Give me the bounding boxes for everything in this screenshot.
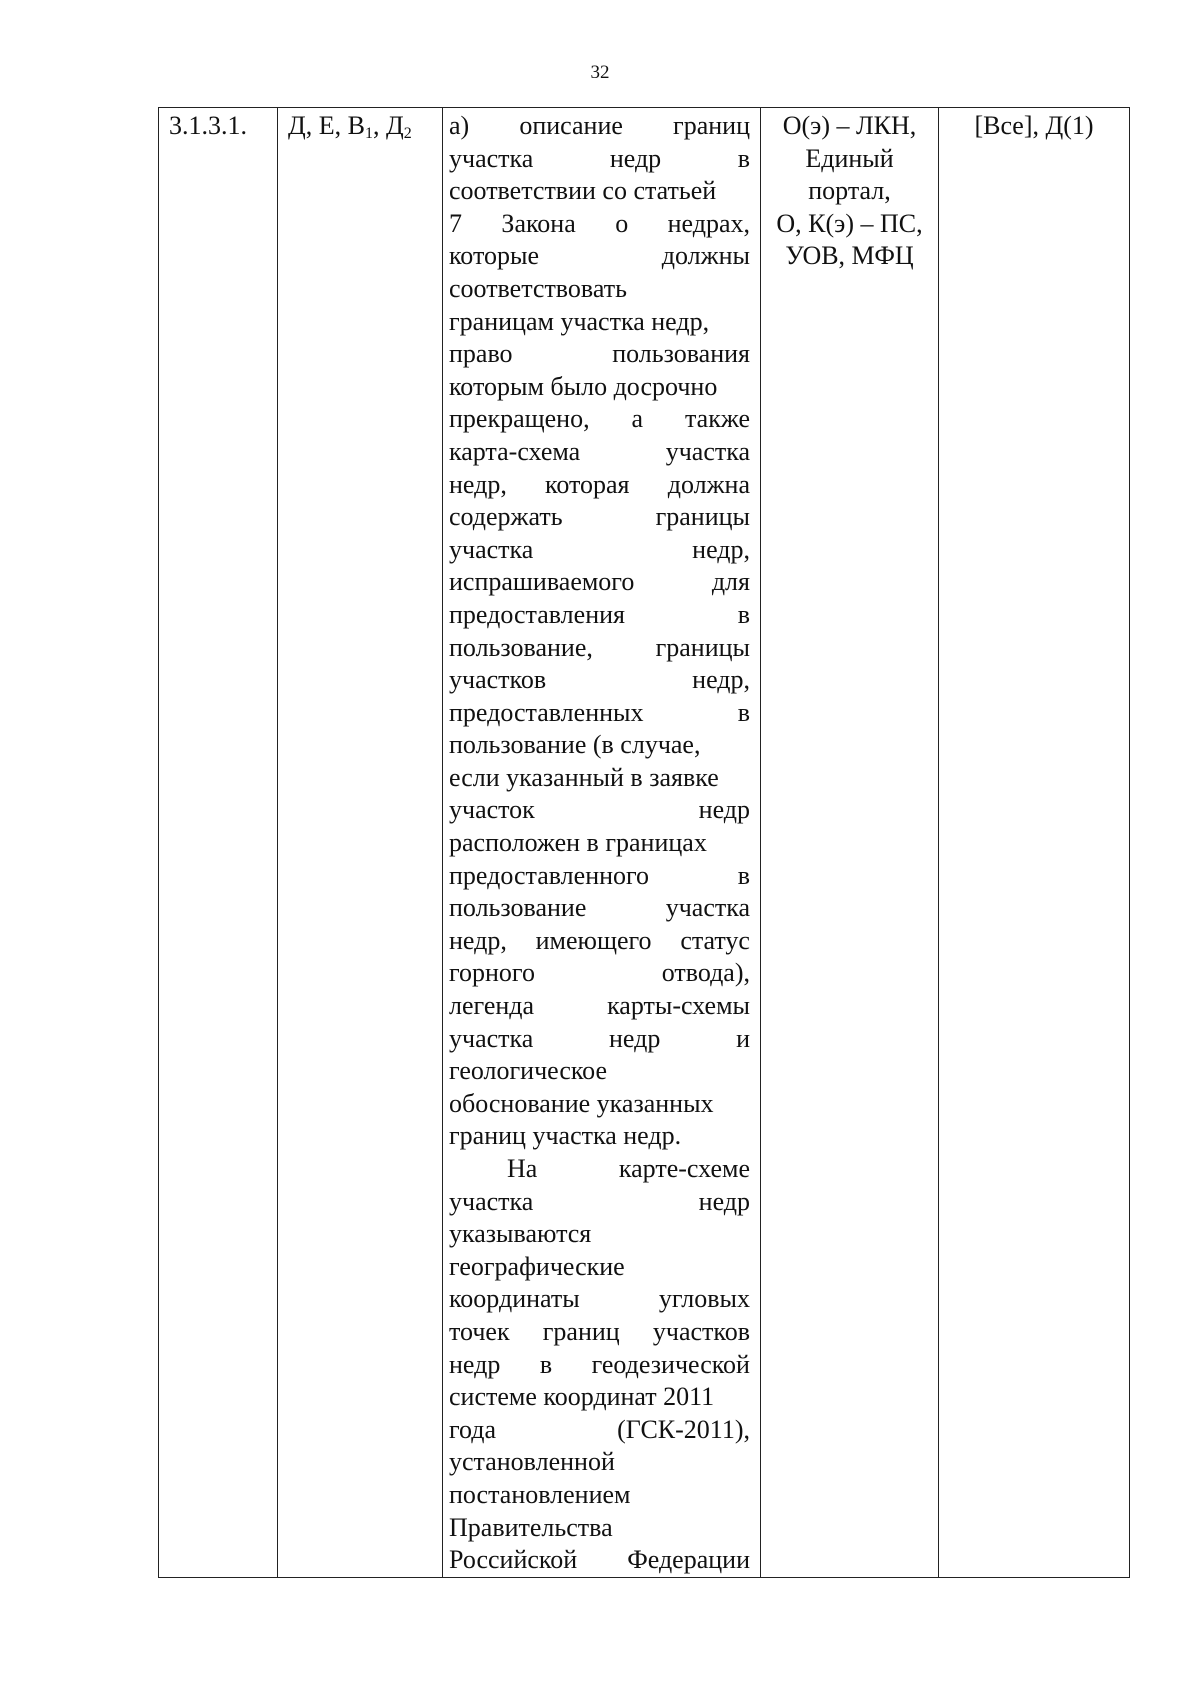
table-row (159, 108, 1130, 1578)
description-line: пользование (в случае, (449, 730, 701, 760)
description-line: предоставления в (449, 599, 750, 629)
description-line: пользование, границы (449, 632, 750, 662)
description-line: которые должны (449, 241, 750, 271)
description-line: границ участка недр. (449, 1121, 682, 1151)
applicant-codes-cell (278, 108, 443, 1578)
description-line: участка недр (449, 1186, 750, 1216)
description-line: недр, которая должна (449, 469, 750, 499)
description-line: обоснование указанных (449, 1088, 714, 1118)
description-line: указываются (449, 1219, 592, 1249)
description-line: недр в геодезической (449, 1349, 750, 1379)
method-line: портал, (808, 176, 891, 206)
document-description-cell (443, 108, 761, 1578)
description-line: геологическое (449, 1056, 608, 1086)
description-line: системе координат 2011 (449, 1382, 715, 1412)
description-line: Российской Федерации (449, 1545, 750, 1575)
description-line: которым было досрочно (449, 371, 718, 401)
description-line: участка недр в (449, 143, 750, 173)
description-line: географические (449, 1251, 625, 1281)
applicant-codes: Д, Е, $В_1$, $Д_2$ (288, 111, 412, 142)
description-line: года (ГСК-2011), (449, 1414, 750, 1444)
description-line: участок недр (449, 795, 750, 825)
item-number: 3.1.3.1. (169, 111, 247, 140)
description-line: установленной (449, 1447, 615, 1477)
description-line: постановлением (449, 1479, 631, 1509)
description-line: если указанный в заявке (449, 762, 719, 792)
description-line: соответствовать (449, 273, 627, 303)
requirements-table (158, 107, 1130, 1578)
description-line: а) описание границ (449, 111, 750, 140)
description-line: прекращено, а также (449, 404, 750, 434)
description-line: участка недр и (449, 1023, 750, 1053)
description-line: недр, имеющего статус (449, 925, 750, 955)
item-number-cell (159, 108, 278, 1578)
description-line: Правительства (449, 1512, 613, 1542)
method-line: Единый (805, 143, 894, 173)
description-line: расположен в границах (449, 828, 707, 858)
description-line: испрашиваемого для (449, 567, 750, 597)
submission-method-cell (761, 108, 939, 1578)
category-cell (939, 108, 1130, 1578)
description-line: легенда карты-схемы (449, 991, 750, 1021)
description-line: предоставленного в (449, 860, 750, 890)
description-line: соответствии со статьей (449, 176, 717, 206)
description-line: границам участка недр, (449, 306, 710, 336)
submission-method (765, 110, 934, 273)
method-line: О(э) – ЛКН, (782, 111, 917, 140)
description-line: участков недр, (449, 665, 750, 695)
method-line: О, К(э) – ПС, (776, 208, 923, 238)
page-number: 32 (590, 62, 610, 83)
description-line: 7 Закона о недрах, (449, 208, 750, 238)
description-line: содержать границы (449, 502, 750, 532)
document-description (449, 110, 750, 1577)
description-line: На карте-схеме (507, 1154, 750, 1183)
description-line: точек границ участков (449, 1316, 750, 1346)
description-line: право пользования (449, 339, 750, 369)
description-line: координаты угловых (449, 1284, 750, 1314)
description-line: участка недр, (449, 534, 750, 564)
description-line: предоставленных в (449, 697, 750, 727)
description-line: горного отвода), (449, 958, 750, 988)
category: [Все], Д(1) (974, 111, 1094, 140)
method-line: УОВ, МФЦ (785, 241, 914, 271)
description-line: пользование участка (449, 893, 750, 923)
description-line: карта-схема участка (449, 436, 750, 466)
